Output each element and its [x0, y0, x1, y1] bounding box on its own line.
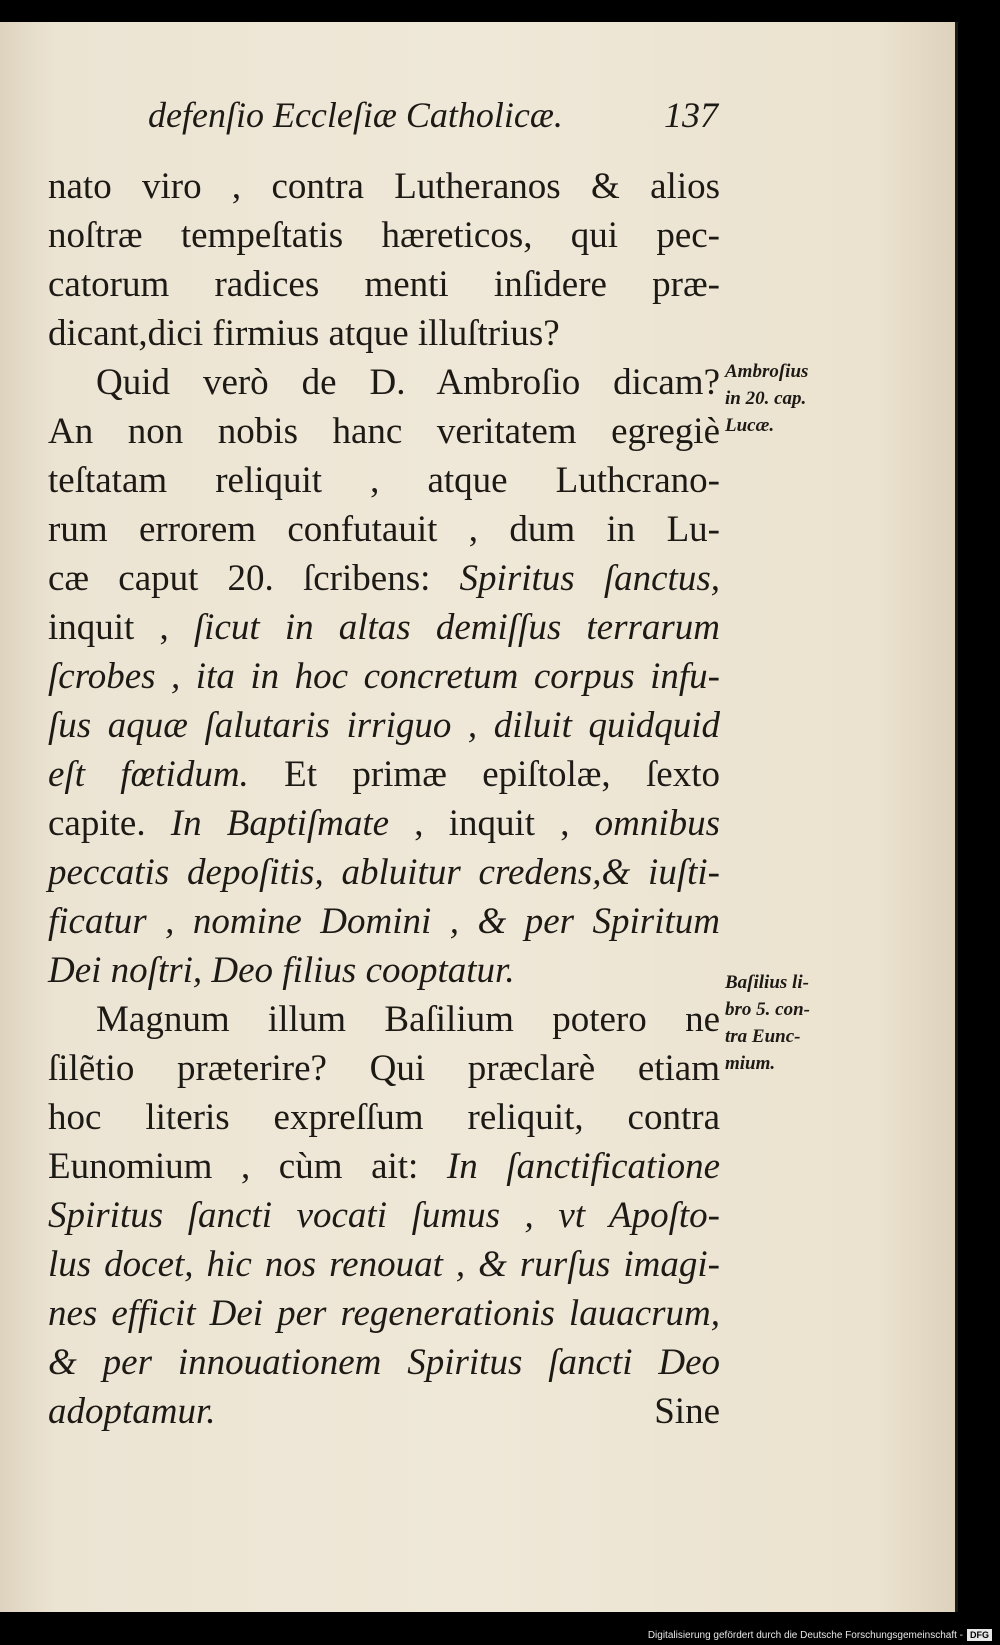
text-run: ſicut in altas demiſſus terrarum — [193, 607, 721, 648]
text-line — [48, 799, 720, 848]
text-line — [48, 260, 720, 309]
margin-note-line: mium. — [725, 1053, 776, 1074]
margin-note-line: bro 5. con- — [725, 999, 810, 1020]
text-run: Dei noſtri, Deo filius cooptatur. — [48, 950, 515, 991]
text-run: Eunomium , cùm ait: — [48, 1146, 447, 1187]
text-line — [48, 505, 720, 554]
text-line — [48, 358, 720, 407]
dfg-logo: DFG — [967, 1629, 992, 1641]
text-line — [48, 456, 720, 505]
margin-note-line: Ambroſius — [725, 361, 809, 382]
text-run: Spiritus ſanctus, — [459, 558, 720, 599]
text-run: catorum radices menti inſidere præ- — [48, 264, 720, 305]
text-line — [48, 897, 720, 946]
text-line — [48, 1044, 720, 1093]
text-line — [48, 603, 720, 652]
running-title: defenſio Eccleſiæ Catholicæ. — [148, 95, 563, 135]
text-line — [48, 1191, 720, 1240]
text-line — [48, 407, 720, 456]
text-line — [48, 1142, 720, 1191]
margin-note-line: tra Eunc- — [725, 1026, 801, 1047]
text-run: cæ caput 20. ſcribens: — [48, 558, 460, 599]
page-number: 137 — [664, 95, 718, 135]
text-run: lus docet, hic nos renouat , & rurſus imagi- — [48, 1244, 720, 1285]
margin-note-ambrose — [725, 358, 865, 439]
text-run: ſilẽtio præterire? Qui præclarè etiam — [48, 1048, 720, 1089]
text-run: An non nobis hanc veritatem egregiè — [48, 411, 720, 452]
text-line — [48, 1240, 720, 1289]
text-line — [48, 750, 720, 799]
text-run: dicant,dici firmius atque illuſtrius? — [48, 313, 560, 354]
text-run: Magnum illum Baſilium potero ne — [96, 999, 720, 1040]
text-line — [48, 701, 720, 750]
text-run: eſt fœtidum. — [48, 754, 249, 795]
text-run: Quid verò de D. Ambroſio dicam? — [96, 362, 720, 403]
text-line — [48, 162, 720, 211]
text-line — [48, 995, 720, 1044]
text-run: ſus aquæ ſalutaris irriguo , diluit quidquid — [48, 705, 720, 746]
catchword: Sine — [654, 1391, 720, 1432]
text-line — [48, 848, 720, 897]
text-line — [48, 211, 720, 260]
text-run: , inquit , — [389, 803, 595, 844]
text-line — [48, 652, 720, 701]
text-line — [48, 1093, 720, 1142]
text-run: Spiritus ſancti vocati ſumus , vt Apoſto- — [48, 1195, 720, 1236]
footer-text: Digitalisierung gefördert durch die Deutsche Forschungsgemeinschaft - — [647, 1629, 963, 1641]
text-run: noſtræ tempeſtatis hæreticos, qui pec- — [48, 215, 720, 256]
text-run: In ſanctificatione — [446, 1146, 721, 1187]
text-run: capite. — [48, 803, 171, 844]
text-run: teſtatam reliquit , atque Luthcrano- — [48, 460, 720, 501]
margin-note-line: Baſilius li- — [725, 972, 809, 993]
book-page — [0, 22, 958, 1612]
body-text — [48, 162, 720, 1436]
text-run: rum errorem confutauit , dum in Lu- — [48, 509, 720, 550]
text-run: inquit , — [48, 607, 194, 648]
margin-note-line: Lucæ. — [725, 415, 775, 436]
text-run: ficatur , nomine Domini , & per Spiritum — [48, 901, 720, 942]
text-line — [48, 1289, 720, 1338]
text-line — [48, 1338, 720, 1387]
text-run: peccatis depoſitis, abluitur credens,& iuſti- — [48, 852, 720, 893]
text-line — [48, 554, 720, 603]
margin-note-basil — [725, 969, 865, 1077]
text-run: hoc literis expreſſum reliquit, contra — [48, 1097, 720, 1138]
text-run: ſcrobes , ita in hoc concretum corpus infu- — [48, 656, 720, 697]
text-line — [48, 309, 720, 358]
text-run: Et primæ epiſtolæ, ſexto — [248, 754, 720, 795]
text-run: nes efficit Dei per regenerationis lauacrum, — [48, 1293, 720, 1334]
text-run: adoptamur. — [48, 1391, 216, 1432]
running-header — [148, 94, 718, 144]
text-line — [48, 946, 720, 995]
text-run: nato viro , contra Lutheranos & alios — [48, 166, 720, 207]
text-run: & per innouationem Spiritus ſancti Deo — [48, 1342, 720, 1383]
margin-note-line: in 20. cap. — [725, 388, 807, 409]
text-run: In Baptiſmate — [170, 803, 390, 844]
text-run: omnibus — [594, 803, 721, 844]
digitization-footer — [648, 1629, 992, 1641]
